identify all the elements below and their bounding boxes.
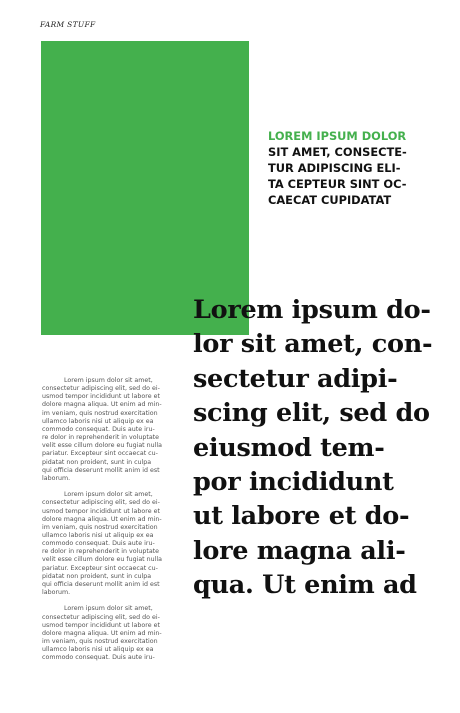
body-paragraph-line: laborum. bbox=[42, 589, 71, 597]
body-paragraph-line: dolore magna aliqua. Ut enim ad min- bbox=[42, 401, 162, 409]
body-paragraph-line: ullamco laboris nisi ut aliquip ex ea bbox=[42, 532, 154, 539]
body-paragraph-line: pariatur. Excepteur sint occaecat cu- bbox=[42, 564, 158, 572]
body-paragraph bbox=[42, 491, 162, 597]
body-text-column bbox=[42, 377, 162, 671]
green-color-block bbox=[41, 41, 249, 335]
body-paragraph-line: im veniam, quis nostrud exercitation bbox=[42, 523, 158, 531]
body-paragraph-line: consectetur adipiscing elit, sed do ei- bbox=[42, 385, 160, 393]
body-paragraph-line: im veniam, quis nostrud exercitation bbox=[42, 638, 158, 646]
body-paragraph-line: dolore magna aliqua. Ut enim ad min- bbox=[42, 515, 162, 523]
body-paragraph-line: pidatat non proident, sunt in culpa bbox=[42, 458, 152, 466]
body-paragraph-line: commodo consequat. Duis aute iru- bbox=[42, 654, 155, 662]
running-head: FARM STUFF bbox=[40, 20, 96, 29]
body-paragraph-line: commodo consequat. Duis aute iru- bbox=[42, 425, 155, 433]
body-paragraph-line: velit esse cillum dolore eu fugiat nulla bbox=[42, 556, 162, 564]
body-paragraph-line: qui officia deserunt mollit anim id est bbox=[42, 580, 160, 588]
headline-line: Lorem ipsum do- bbox=[193, 295, 431, 325]
body-paragraph bbox=[42, 377, 162, 483]
subheading-line: SIT AMET, CONSECTE- bbox=[268, 145, 407, 159]
body-paragraph-line: pariatur. Excepteur sint occaecat cu- bbox=[42, 450, 158, 458]
body-paragraph bbox=[42, 605, 162, 662]
body-paragraph-line: Lorem ipsum dolor sit amet, bbox=[64, 377, 153, 384]
body-paragraph-line: im veniam, quis nostrud exercitation bbox=[42, 409, 158, 417]
subheading-accent-line: LOREM IPSUM DOLOR bbox=[268, 129, 407, 143]
headline-line: sectetur adipi- bbox=[193, 363, 398, 394]
subheading-line: TUR ADIPISCING ELI- bbox=[268, 161, 401, 175]
headline-line: lor sit amet, con- bbox=[193, 329, 433, 360]
headline-line: scing elit, sed do bbox=[193, 398, 430, 429]
body-paragraph-line: usmod tempor incididunt ut labore et bbox=[42, 393, 160, 401]
body-paragraph-line: ullamco laboris nisi ut aliquip ex ea bbox=[42, 646, 154, 654]
body-paragraph-line: consectetur adipiscing elit, sed do ei- bbox=[42, 613, 160, 621]
body-paragraph-line: dolore magna aliqua. Ut enim ad min- bbox=[42, 629, 162, 637]
body-paragraph-line: consectetur adipiscing elit, sed do ei- bbox=[42, 499, 160, 507]
body-paragraph-line: ullamco laboris nisi ut aliquip ex ea bbox=[42, 417, 154, 425]
body-paragraph-line: re dolor in reprehenderit in voluptate bbox=[42, 548, 160, 556]
subheading bbox=[268, 128, 418, 208]
body-paragraph-line: Lorem ipsum dolor sit amet, bbox=[64, 491, 153, 499]
headline-line: por incididunt bbox=[193, 467, 394, 498]
body-paragraph-line: qui officia deserunt mollit anim id est bbox=[42, 466, 160, 474]
body-paragraph-line: usmod tempor incididunt ut labore et bbox=[42, 621, 160, 629]
body-paragraph-line: Lorem ipsum dolor sit amet, bbox=[64, 605, 153, 613]
subheading-line: TA CEPTEUR SINT OC- bbox=[268, 177, 407, 191]
body-paragraph-line: usmod tempor incididunt ut labore et bbox=[42, 507, 160, 515]
headline-line: eiusmod tem- bbox=[193, 432, 385, 463]
body-paragraph-line: commodo consequat. Duis aute iru- bbox=[42, 540, 155, 548]
body-paragraph-line: laborum. bbox=[42, 474, 71, 482]
body-paragraph-line: velit esse cillum dolore eu fugiat nulla bbox=[42, 442, 162, 450]
subheading-line: CAECAT CUPIDATAT bbox=[268, 193, 392, 207]
headline-line: qua. Ut enim ad bbox=[193, 570, 417, 601]
headline-line: ut labore et do- bbox=[193, 501, 410, 532]
body-paragraph-line: pidatat non proident, sunt in culpa bbox=[42, 572, 152, 580]
headline-line: lore magna ali- bbox=[193, 535, 406, 566]
headline bbox=[193, 293, 432, 603]
body-paragraph-line: re dolor in reprehenderit in voluptate bbox=[42, 434, 160, 442]
